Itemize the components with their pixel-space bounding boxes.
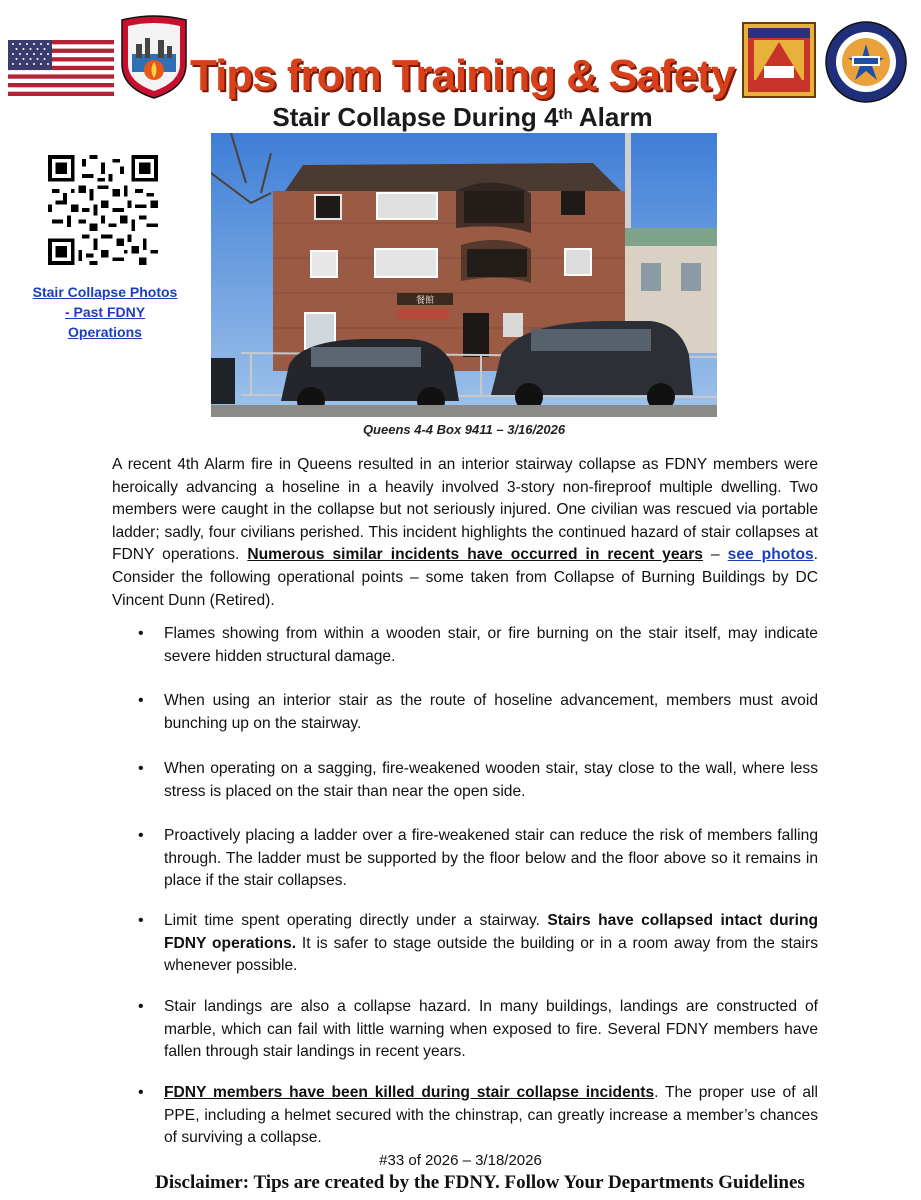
bullet-icon: • — [138, 827, 144, 844]
intro-paragraph — [112, 454, 818, 612]
title-prefix: Stair Collapse During 4 — [272, 102, 559, 132]
list-item — [138, 996, 818, 1064]
bullet-emphasis: Stairs have collapsed intact during FDNY operations. — [164, 912, 819, 952]
disclaimer: Disclaimer: Tips are created by the FDNY. Follow Your Departments Guidelines — [155, 1172, 805, 1193]
bullet-icon: • — [138, 692, 144, 709]
bullet-icon: • — [138, 912, 144, 929]
bullet-icon: • — [138, 625, 144, 642]
photo-caption: Queens 4-4 Box 9411 – 3/16/2026 — [362, 422, 566, 437]
see-photos-link[interactable]: see photos — [727, 546, 814, 564]
list-item — [138, 1082, 818, 1150]
bullet-text: Proactively placing a ladder over a fire-weakened stair can reduce the risk of members falling through. The ladder must be supported by the floor below and the floor above so it remains in place if the stair collapses. — [164, 827, 818, 890]
list-item — [138, 910, 819, 978]
bullet-icon: • — [138, 1084, 144, 1101]
list-item — [138, 690, 818, 735]
stair-collapse-photos-link[interactable]: Stair Collapse Photos - Past FDNY Operations — [32, 284, 178, 340]
bullet-text: Stair landings are also a collapse hazard. In many buildings, landings are constructed of marble, which can fail with little warning when exposed to fire. Several FDNY members have fallen through stair landings in recent years. — [164, 998, 818, 1061]
bullet-emphasis: FDNY members have been killed during stair collapse incidents — [164, 1084, 655, 1101]
bullet-text: When operating on a sagging, fire-weakened wooden stair, stay close to the wall, where less stress is placed on the stair than near the open side. — [164, 760, 818, 800]
title-suffix: Alarm — [572, 102, 653, 132]
list-item — [138, 825, 818, 893]
bullet-text: Limit time spent operating directly under a stairway. — [164, 912, 548, 929]
list-item — [138, 758, 818, 803]
newsletter-headline: Tips from Training & Safety — [190, 51, 735, 100]
bullet-text: Flames showing from within a wooden stair, or fire burning on the stair itself, may indicate severe hidden structural damage. — [164, 625, 818, 665]
bullet-icon: • — [138, 760, 144, 777]
intro-emphasis: Numerous similar incidents have occurred in recent years — [247, 546, 703, 564]
intro-text: A recent 4th Alarm fire in Queens resulted in an interior stairway collapse as FDNY members were heroically advancing a hoseline in a heavily involved 3-story non-fireproof multiple dwelling. Two members were caught in the collapse but not seriously injured. One civilian was rescued via portable ladder; sadly, four civilians perished. This incident highlights the continued hazard of stair collapses at FDNY operations. — [112, 456, 818, 564]
bullet-icon: • — [138, 998, 144, 1015]
burned-brick-building-photo — [211, 133, 717, 417]
fdny-fire-academy-badge-icon — [742, 22, 816, 98]
storefront-sign: 餐館 — [415, 296, 435, 306]
qr-code-icon[interactable] — [48, 155, 158, 265]
bullet-text-end: . The proper use of all PPE, including a helmet secured with the chinstrap, can greatly increase a member’s chances of surviving a collapse. — [164, 1084, 818, 1147]
page-title — [200, 100, 725, 134]
fdny-department-badge-icon — [118, 14, 190, 100]
issue-number: #33 of 2026 – 3/18/2026 — [379, 1152, 542, 1169]
list-item — [138, 623, 818, 668]
intro-dash: – — [702, 546, 728, 564]
bullet-text: When using an interior stair as the route of hoseline advancement, members must avoid bunching up on the stairway. — [164, 692, 818, 732]
title-superscript: th — [558, 106, 573, 123]
fdny-safety-command-seal-icon — [822, 20, 910, 104]
us-flag-icon — [8, 40, 114, 96]
bullet-text-end: It is safer to stage outside the building or in a room away from the stairs whenever possible. — [164, 934, 818, 975]
intro-text-end: . Consider the following operational points – some taken from Collapse of Burning Buildings by DC Vincent Dunn (Retired). — [112, 546, 818, 609]
